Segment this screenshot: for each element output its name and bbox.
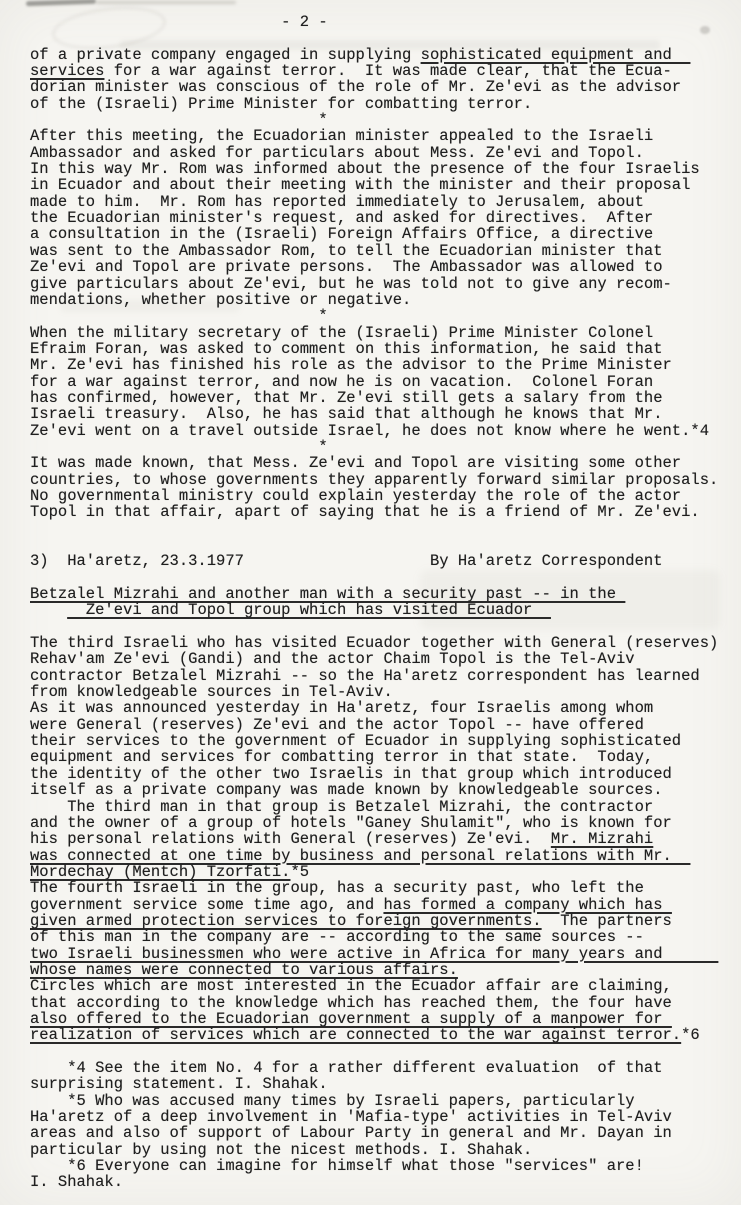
underlined-text-segment: realization of services which are connected to the war against terror. [30, 1026, 682, 1045]
text-line [30, 145, 718, 161]
text-segment: In this way Mr. Rom was informed about the presence of the four Israelis [30, 160, 700, 179]
page-number [30, 14, 718, 30]
text-segment: of a private company engaged in supplying [30, 45, 421, 64]
text-segment: *6 Everyone can imagine for himself what those "services" are! [30, 1157, 644, 1176]
text-line [30, 995, 718, 1011]
text-line [30, 423, 718, 439]
text-line [30, 929, 718, 945]
text-line [30, 717, 718, 733]
text-segment: The fourth Israeli in the group, has a security past, who left the [30, 879, 644, 898]
text-segment: *6 [681, 1026, 700, 1045]
underlined-text-segment: given armed protection services to foreign governments. [30, 911, 542, 930]
text-segment: mendations, whether positive or negative. [30, 290, 412, 309]
blank-line [30, 521, 718, 537]
separator-asterisk [30, 439, 718, 455]
text-segment: were General (reserves) Ze'evi and the actor Topol -- have offered [30, 715, 644, 734]
text-line [30, 864, 718, 880]
text-segment: * [30, 437, 328, 456]
text-line [30, 161, 718, 177]
text-segment: By Ha'aretz Correspondent [429, 552, 663, 571]
text-segment [30, 601, 67, 619]
underlined-text-segment: services [30, 62, 105, 81]
underlined-text-segment: Mordechay (Mentch) Tzorfati. [30, 862, 291, 881]
underlined-text-segment: also offered to the Ecuadorian government a supply of a manpower for [30, 1009, 672, 1028]
text-segment: Israeli treasury. Also, he has said that although he knows that Mr. [30, 405, 663, 424]
text-line [30, 210, 718, 226]
text-line [30, 749, 718, 765]
text-line [30, 668, 718, 684]
text-line [30, 390, 718, 406]
text-line [30, 635, 718, 651]
text-segment: of this man in the company are -- according to the same sources -- [30, 928, 644, 947]
text-line [30, 504, 718, 520]
article-source-and-byline [30, 553, 718, 569]
footnote-5-continued [30, 1142, 718, 1158]
text-line [30, 848, 718, 864]
text-line [30, 913, 718, 929]
text-segment: * [30, 111, 328, 130]
separator-asterisk [30, 308, 718, 324]
footnote-6 [30, 1158, 718, 1174]
text-line [30, 472, 718, 488]
text-segment: *4 See the item No. 4 for a rather different evaluation of that [30, 1059, 663, 1077]
text-segment: contractor Betzalel Mizrahi -- so the Ha'aretz correspondent has learned [30, 666, 700, 685]
text-segment: No governmental ministry could explain yesterday the role of the actor [30, 486, 682, 505]
text-segment [244, 552, 430, 570]
text-segment: equipment and services for combatting terror in that state. Today, [30, 748, 654, 767]
text-line [30, 733, 718, 749]
text-segment: *5 [290, 862, 310, 881]
text-line [30, 651, 718, 667]
text-segment: Ze'evi went on a travel outside Israel, he does not know where he went. [30, 421, 691, 440]
footnote-4-continued [30, 1076, 718, 1092]
underlined-text-segment: Betzalel Mizrahi and another man with a security past -- in the [30, 585, 626, 604]
text-line [30, 177, 718, 193]
text-segment: particular by using not the nicest methods. I. Shahak. [30, 1140, 533, 1159]
blank-line [30, 30, 718, 46]
text-line [30, 962, 718, 978]
text-line [30, 1027, 718, 1043]
text-segment: 3) Ha'aretz, 23.3.1977 [30, 552, 244, 571]
text-segment: his personal relations with General (reserves) Ze'evi. [30, 830, 551, 849]
blank-line [30, 570, 718, 586]
underlined-text-segment: Mr. Mizrahi [550, 830, 654, 849]
text-segment: and the owner of a group of hotels "Ganey Shulamit", who is known for [30, 813, 672, 832]
text-line [30, 357, 718, 373]
blank-line [30, 619, 718, 635]
text-line [30, 799, 718, 815]
text-line [30, 1011, 718, 1027]
text-line [30, 684, 718, 700]
text-segment: The third man in that group is Betzalel Mizrahi, the contractor [30, 797, 654, 816]
text-line [30, 880, 718, 896]
text-line [30, 243, 718, 259]
underlined-text-segment: was connected at one time by business and personal relations with Mr. [30, 846, 691, 865]
text-segment: - 2 - [30, 13, 328, 31]
blank-line [30, 537, 718, 553]
text-line [30, 831, 718, 847]
text-segment: Efraim Foran, was asked to comment on this information, he said that [30, 339, 663, 358]
footnote-5-continued [30, 1125, 718, 1141]
text-line [30, 406, 718, 422]
text-segment: made to him. Mr. Rom has reported immediately to Jerusalem, about [30, 192, 644, 211]
underlined-text-segment: two Israeli businessmen who were active in Africa for many years and [30, 944, 719, 963]
text-segment: * [30, 307, 328, 326]
text-segment: from knowledgeable sources in Tel-Aviv. [30, 683, 393, 702]
text-segment: *5 Who was accused many times by Israeli papers, particularly [30, 1091, 635, 1110]
text-segment: I. Shahak. [30, 1173, 124, 1192]
text-segment: Ze'evi and Topol are private persons. The Ambassador was allowed to [30, 258, 663, 277]
text-segment: that according to the knowledge which has reached them, the four have [30, 993, 672, 1012]
underlined-text-segment: has formed a company which has [383, 895, 672, 914]
text-line [30, 128, 718, 144]
text-line [30, 226, 718, 242]
text-segment: The third Israeli who has visited Ecuador together with General (reserves) [30, 634, 719, 653]
text-segment: Topol in that affair, apart of saying that he is a friend of Mr. Ze'evi. [30, 503, 700, 522]
text-line [30, 766, 718, 782]
text-segment: government service some time ago, and [30, 895, 384, 914]
text-segment: dorian minister was conscious of the role of Mr. Ze'evi as the advisor [30, 78, 682, 97]
text-segment: Ha'aretz of a deep involvement in 'Mafia-type' activities in Tel-Aviv [30, 1108, 672, 1127]
text-segment: As it was announced yesterday in Ha'aretz, four Israelis among whom [30, 699, 654, 718]
underlined-text-segment: sophisticated equipment and [420, 45, 691, 64]
text-line [30, 96, 718, 112]
text-segment: of the (Israeli) Prime Minister for combatting terror. [30, 94, 533, 113]
text-line [30, 946, 718, 962]
text-line [30, 455, 718, 471]
text-line [30, 47, 718, 63]
text-line [30, 700, 718, 716]
text-segment: the Ecuadorian minister's request, and asked for directives. After [30, 209, 654, 228]
text-line [30, 63, 718, 79]
text-segment: surprising statement. I. Shahak. [30, 1075, 328, 1094]
separator-asterisk [30, 112, 718, 128]
text-line [30, 782, 718, 798]
text-line [30, 374, 718, 390]
text-segment: After this meeting, the Ecuadorian minister appealed to the Israeli [30, 127, 654, 146]
text-line [30, 325, 718, 341]
blank-line [30, 1044, 718, 1060]
text-segment: It was made known, that Mess. Ze'evi and Topol are visiting some other [30, 454, 682, 473]
text-segment: countries, to whose governments they apparently forward similar proposals. [30, 470, 719, 489]
text-line [30, 79, 718, 95]
text-segment: give particulars about Ze'evi, but he was told not to give any recom- [30, 274, 672, 293]
text-line [30, 815, 718, 831]
underlined-text-segment: whose names were connected to various affairs. [30, 960, 458, 979]
headline-line-1 [30, 586, 718, 602]
text-segment: areas and also of support of Labour Party in general and Mr. Dayan in [30, 1124, 672, 1143]
text-segment: When the military secretary of the (Israeli) Prime Minister Colonel [30, 323, 654, 342]
text-segment: the identity of the other two Israelis in that group which introduced [30, 764, 672, 783]
headline-line-2 [30, 602, 718, 618]
text-segment: Ambassador and asked for particulars about Mess. Ze'evi and Topol. [30, 143, 644, 162]
text-line [30, 978, 718, 994]
text-segment: for a war against terror, and now he is on vacation. Colonel Foran [30, 372, 654, 391]
footnote-5 [30, 1093, 718, 1109]
text-segment: was sent to the Ambassador Rom, to tell the Ecuadorian minister that [30, 241, 663, 260]
text-segment: Rehav'am Ze'evi (Gandi) and the actor Chaim Topol is the Tel-Aviv [30, 650, 635, 669]
text-segment: Circles which are most interested in the Ecuador affair are claiming, [30, 977, 672, 996]
text-segment: for a war against terror. It was made clear, that the Ecua- [104, 62, 672, 81]
text-segment: itself as a private company was made known by knowledgeable sources. [30, 781, 663, 800]
text-segment: The partners [541, 911, 672, 930]
text-segment: a consultation in the (Israeli) Foreign Affairs Office, a directive [30, 225, 654, 244]
footnote-6-continued [30, 1174, 718, 1190]
text-line [30, 488, 718, 504]
text-segment: has confirmed, however, that Mr. Ze'evi still gets a salary from the [30, 388, 663, 407]
text-segment: in Ecuador and about their meeting with the minister and their proposal [30, 176, 691, 195]
text-segment: their services to the government of Ecuador in supplying sophisticated [30, 732, 682, 751]
text-line [30, 292, 718, 308]
text-segment: *4 [690, 421, 710, 440]
text-line [30, 259, 718, 275]
text-line [30, 194, 718, 210]
text-segment: Mr. Ze'evi has finished his role as the advisor to the Prime Minister [30, 356, 672, 375]
text-line [30, 341, 718, 357]
footnote-4 [30, 1060, 718, 1076]
footnote-5-continued [30, 1109, 718, 1125]
text-line [30, 897, 718, 913]
text-line [30, 276, 718, 292]
underlined-text-segment: Ze'evi and Topol group which has visited Ecuador [67, 601, 551, 620]
